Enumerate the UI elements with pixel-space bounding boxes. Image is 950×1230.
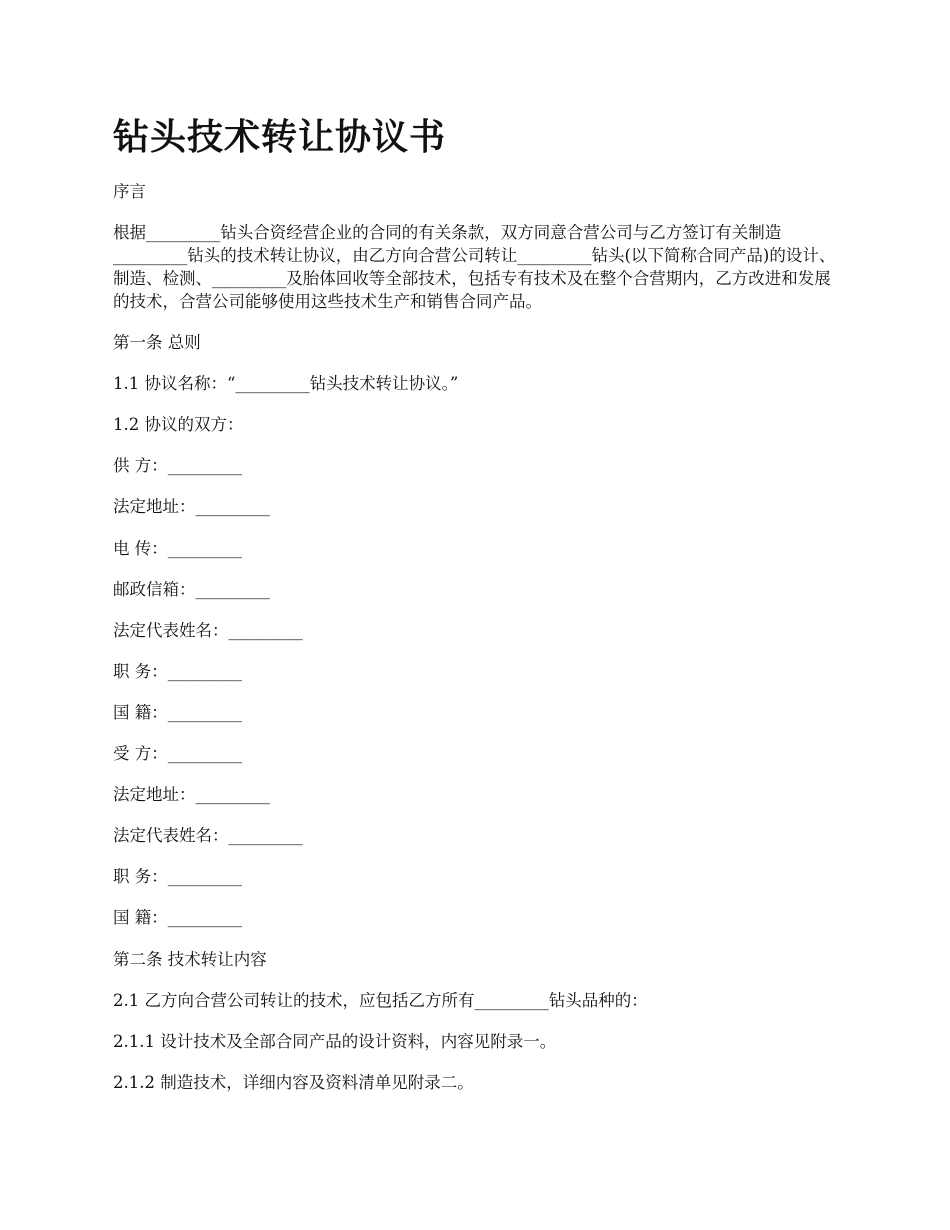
- recipient-representative-field: 法定代表姓名：_________: [113, 826, 303, 846]
- supplier-nationality-field: 国 籍：_________: [113, 702, 242, 722]
- clause-1-2: 1.2 协议的双方：: [113, 415, 244, 435]
- supplier-field: 供 方：_________: [113, 456, 242, 476]
- article-2-heading: 第二条 技术转让内容: [113, 949, 267, 969]
- supplier-position-field: 职 务：_________: [113, 661, 242, 681]
- preface-paragraph: 根据_________钻头合资经营企业的合同的有关条款，双方同意合营公司与乙方签订有关制造_________钻头的技术转让协议，由乙方向合营公司转让_________钻头(以下简称合同产品)的设计、制造、检测、_________及胎体回收等全部技术，包括专有技术及在整个合营期内，乙方改进和发展的技术，合营公司能够使用这些技术生产和销售合同产品。: [113, 223, 836, 312]
- recipient-nationality-field: 国 籍：_________: [113, 908, 242, 928]
- clause-2-1-2: 2.1.2 制造技术，详细内容及资料清单见附录二。: [113, 1072, 474, 1092]
- recipient-position-field: 职 务：_________: [113, 867, 242, 887]
- document-page: [113, 112, 843, 1112]
- clause-2-1: 2.1 乙方向合营公司转让的技术，应包括乙方所有_________钻头品种的：: [113, 990, 648, 1010]
- article-1-heading: 第一条 总则: [113, 333, 201, 353]
- clause-1-1: 1.1 协议名称：“_________钻头技术转让协议。”: [113, 374, 459, 394]
- clause-2-1-1: 2.1.1 设计技术及全部合同产品的设计资料，内容见附录一。: [113, 1031, 557, 1051]
- recipient-field: 受 方：_________: [113, 744, 242, 764]
- supplier-representative-field: 法定代表姓名：_________: [113, 620, 303, 640]
- document-title: 钻头技术转让协议书: [113, 116, 447, 158]
- supplier-address-field: 法定地址：_________: [113, 497, 270, 517]
- supplier-po-box-field: 邮政信箱：_________: [113, 579, 270, 599]
- recipient-address-field: 法定地址：_________: [113, 785, 270, 805]
- preface-heading: 序言: [113, 182, 146, 201]
- supplier-telex-field: 电 传：_________: [113, 538, 242, 558]
